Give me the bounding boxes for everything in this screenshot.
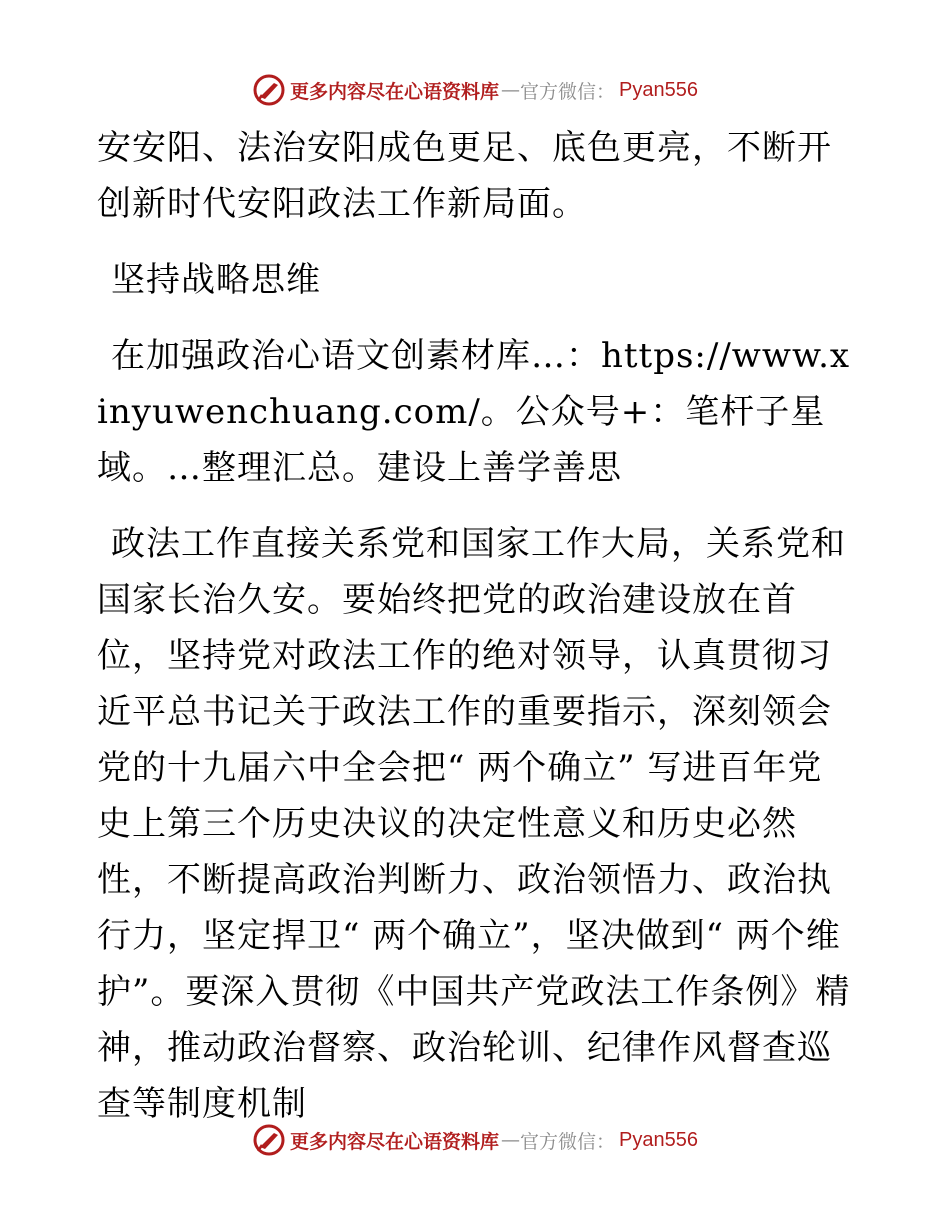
quill-pen-logo-icon <box>252 73 286 107</box>
section-heading: 坚持战略思维 <box>111 260 321 300</box>
paragraph-1: 安安阳、法治安阳成色更足、底色更亮，不断开创新时代安阳政法工作新局面。 <box>97 128 832 224</box>
banner-wechat-label: 官方微信： <box>520 1130 616 1153</box>
footer-banner <box>0 1118 950 1162</box>
banner-title: 更多内容尽在心语资料库 <box>290 80 500 103</box>
banner-separator: — <box>501 1129 521 1151</box>
banner-wechat-id: Pyan556 <box>619 1128 698 1151</box>
header-banner <box>0 68 950 112</box>
banner-title: 更多内容尽在心语资料库 <box>290 1130 500 1153</box>
quill-pen-logo-icon <box>252 1123 286 1157</box>
paragraph-source-note: 在加强政治心语文创素材库…：https://www.xinyuwenchuang.com/。公众号+：笔杆子星域。…整理汇总。建设上善学善思 <box>97 336 851 488</box>
banner-separator: — <box>501 79 521 101</box>
document-body <box>97 120 857 1132</box>
banner-wechat-label: 官方微信： <box>520 80 616 103</box>
banner-wechat-id: Pyan556 <box>619 78 698 101</box>
paragraph-2: 政法工作直接关系党和国家工作大局，关系党和国家长治久安。要始终把党的政治建设放在首位，坚持党对政法工作的绝对领导，认真贯彻习近平总书记关于政法工作的重要指示，深刻领会党的十九届六中全会把“ 两个确立” 写进百年党史上第三个历史决议的决定性意义和历史必然性，不断提高政治判断力、政治领悟力、政治执行力，坚定捍卫“ 两个确立”，坚决做到“ 两个维护”。要深入贯彻《中国共产党政法工作条例》精神，推动政治督察、政治轮训、纪律作风督查巡查等制度机制 <box>97 524 851 1124</box>
